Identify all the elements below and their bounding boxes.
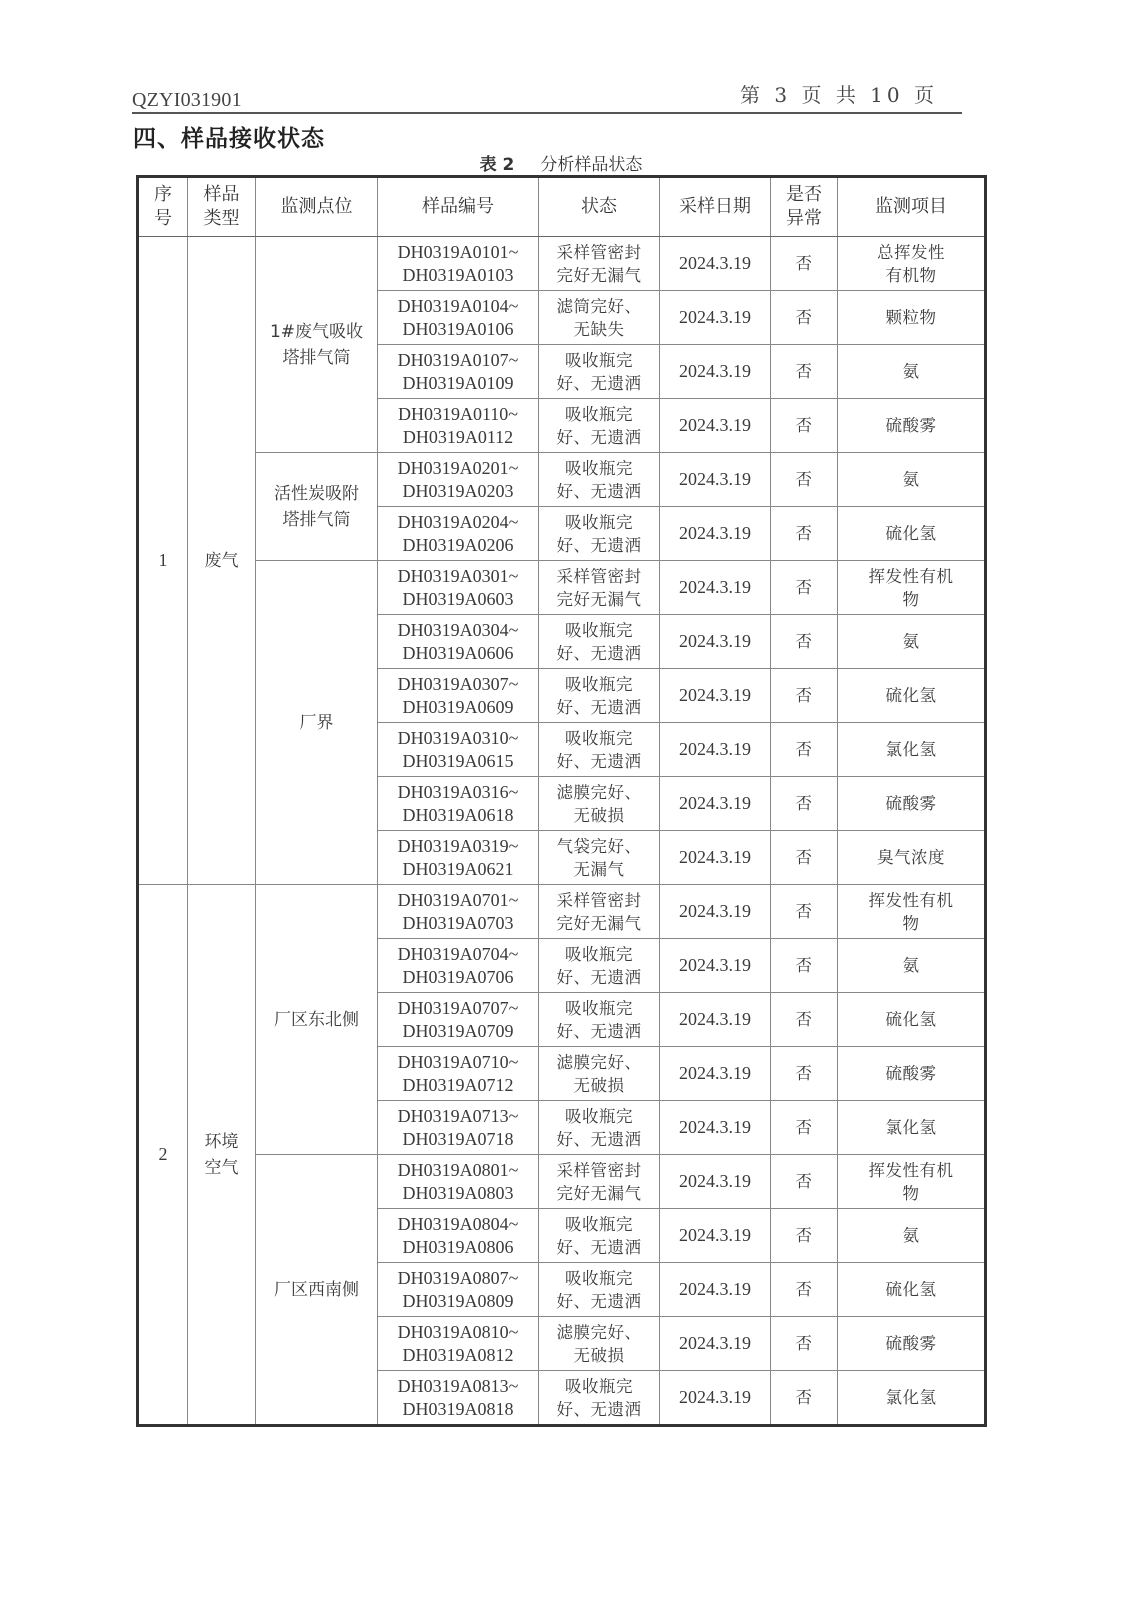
- sample-id-text: DH0319A0803: [402, 1182, 514, 1203]
- column-header-status: [539, 177, 660, 237]
- abnormal-cell: 否: [771, 561, 838, 615]
- sample-id-text: DH0319A0609: [402, 696, 514, 717]
- sampling-date-cell: 2024.3.19: [660, 723, 771, 777]
- monitoring-item-cell: [838, 399, 986, 453]
- monitoring-item-text: 颗粒物: [885, 308, 937, 327]
- sample-id-text: DH0319A0810~: [397, 1321, 519, 1342]
- location-text: 厂区东北侧: [274, 1009, 359, 1030]
- location-cell: [256, 885, 378, 1155]
- monitoring-item-text: 氨: [902, 632, 920, 651]
- monitoring-item-text: 氨: [902, 470, 920, 489]
- monitoring-item-cell: [838, 453, 986, 507]
- section-title: 四、样品接收状态: [133, 126, 325, 152]
- sample-id-text: DH0319A0307~: [397, 673, 519, 694]
- monitoring-item-text: 臭气浓度: [877, 848, 945, 867]
- monitoring-item-text: 氯化氢: [885, 1388, 937, 1407]
- column-header-label: 样品: [203, 184, 240, 205]
- monitoring-item-cell: [838, 345, 986, 399]
- status-cell: [539, 1317, 660, 1371]
- status-text: 滤膜完好、: [556, 782, 642, 802]
- monitoring-item-cell: [838, 291, 986, 345]
- status-cell: [539, 939, 660, 993]
- sample-id-cell: [378, 939, 539, 993]
- sample-id-cell: [378, 507, 539, 561]
- column-header-label: 是否: [786, 184, 822, 205]
- table-header: [138, 177, 986, 237]
- status-text: 吸收瓶完: [565, 404, 633, 424]
- abnormal-cell: 否: [771, 939, 838, 993]
- sample-id-text: DH0319A0107~: [397, 349, 519, 370]
- sample-id-text: DH0319A0701~: [397, 889, 519, 910]
- sample-id-cell: [378, 1317, 539, 1371]
- sample-id-text: DH0319A0713~: [397, 1105, 519, 1126]
- sample-id-text: DH0319A0806: [402, 1236, 514, 1257]
- location-text: 塔排气筒: [282, 347, 351, 368]
- column-header-label: 监测项目: [875, 196, 947, 217]
- status-text: 好、无遗洒: [556, 373, 642, 393]
- monitoring-item-text: 硫酸雾: [885, 794, 937, 813]
- sample-type-cell: [188, 885, 256, 1426]
- abnormal-cell: 否: [771, 291, 838, 345]
- monitoring-item-text: 有机物: [885, 265, 937, 285]
- status-text: 无破损: [573, 1075, 625, 1095]
- sample-id-text: DH0319A0712: [402, 1074, 514, 1095]
- column-header-label: 监测点位: [280, 196, 353, 217]
- sampling-date-cell: 2024.3.19: [660, 1101, 771, 1155]
- sample-id-text: DH0319A0618: [402, 804, 514, 825]
- status-cell: [539, 1047, 660, 1101]
- location-text: 活性炭吸附: [274, 483, 359, 504]
- monitoring-item-text: 硫化氢: [885, 524, 937, 543]
- sample-id-text: DH0319A0201~: [397, 457, 519, 478]
- column-header-location: [256, 177, 378, 237]
- seq-cell: 1: [138, 237, 188, 885]
- sampling-date-cell: 2024.3.19: [660, 453, 771, 507]
- monitoring-item-cell: [838, 615, 986, 669]
- page-number: 第 3 页 共 10 页: [740, 83, 938, 107]
- status-text: 采样管密封: [556, 566, 642, 586]
- column-header-label: 采样日期: [679, 196, 751, 217]
- status-text: 吸收瓶完: [565, 674, 633, 694]
- sample-id-cell: [378, 1371, 539, 1426]
- abnormal-cell: 否: [771, 507, 838, 561]
- status-cell: [539, 453, 660, 507]
- sample-id-text: DH0319A0319~: [397, 835, 519, 856]
- monitoring-item-text: 硫酸雾: [885, 1334, 937, 1353]
- status-text: 吸收瓶完: [565, 728, 633, 748]
- status-text: 气袋完好、: [556, 836, 642, 856]
- table-row: [138, 885, 986, 939]
- status-text: 好、无遗洒: [556, 427, 642, 447]
- sampling-date-cell: 2024.3.19: [660, 885, 771, 939]
- sampling-date-cell: 2024.3.19: [660, 1263, 771, 1317]
- column-header-label: 类型: [203, 208, 240, 229]
- status-text: 吸收瓶完: [565, 1106, 633, 1126]
- location-text: 塔排气筒: [282, 509, 351, 530]
- monitoring-item-text: 硫化氢: [885, 686, 937, 705]
- sample-id-cell: [378, 561, 539, 615]
- abnormal-cell: 否: [771, 831, 838, 885]
- column-header-label: 异常: [786, 208, 822, 229]
- sample-id-text: DH0319A0106: [402, 318, 514, 339]
- sample-id-cell: [378, 1155, 539, 1209]
- sampling-date-cell: 2024.3.19: [660, 615, 771, 669]
- sample-id-text: DH0319A0206: [402, 534, 514, 555]
- sample-type-cell: [188, 237, 256, 885]
- monitoring-item-text: 物: [902, 1183, 920, 1203]
- column-header-date: [660, 177, 771, 237]
- status-cell: [539, 1155, 660, 1209]
- status-text: 好、无遗洒: [556, 1237, 642, 1257]
- sample-id-text: DH0319A0812: [402, 1344, 514, 1365]
- sample-id-text: DH0319A0615: [402, 750, 514, 771]
- status-text: 吸收瓶完: [565, 1376, 633, 1396]
- table-caption: [0, 150, 1122, 175]
- sampling-date-cell: 2024.3.19: [660, 237, 771, 291]
- sample-id-text: DH0319A0103: [402, 264, 514, 285]
- location-cell: [256, 561, 378, 885]
- monitoring-item-text: 物: [902, 913, 920, 933]
- header-row: [138, 177, 986, 237]
- status-cell: [539, 723, 660, 777]
- monitoring-item-text: 硫化氢: [885, 1010, 937, 1029]
- location-cell: [256, 453, 378, 561]
- sample-type-text: 空气: [204, 1157, 239, 1178]
- page-header: [132, 80, 962, 114]
- status-text: 吸收瓶完: [565, 620, 633, 640]
- status-text: 完好无漏气: [556, 913, 642, 933]
- monitoring-item-cell: [838, 1155, 986, 1209]
- seq-cell: 2: [138, 885, 188, 1426]
- monitoring-item-cell: [838, 561, 986, 615]
- monitoring-item-text: 氨: [902, 362, 920, 381]
- status-text: 完好无漏气: [556, 1183, 642, 1203]
- abnormal-cell: 否: [771, 1317, 838, 1371]
- status-text: 好、无遗洒: [556, 697, 642, 717]
- sampling-date-cell: 2024.3.19: [660, 345, 771, 399]
- monitoring-item-text: 氯化氢: [885, 1118, 937, 1137]
- abnormal-cell: 否: [771, 1047, 838, 1101]
- status-text: 采样管密封: [556, 242, 642, 262]
- sample-id-text: DH0319A0807~: [397, 1267, 519, 1288]
- sample-id-text: DH0319A0603: [402, 588, 514, 609]
- status-text: 吸收瓶完: [565, 1268, 633, 1288]
- column-header-abnormal: [771, 177, 838, 237]
- status-text: 吸收瓶完: [565, 512, 633, 532]
- column-header-sample-type: [188, 177, 256, 237]
- abnormal-cell: 否: [771, 723, 838, 777]
- sample-id-text: DH0319A0707~: [397, 997, 519, 1018]
- column-header-seq: [138, 177, 188, 237]
- status-text: 采样管密封: [556, 1160, 642, 1180]
- sample-id-text: DH0319A0706: [402, 966, 514, 987]
- monitoring-item-text: 物: [902, 589, 920, 609]
- status-text: 滤膜完好、: [556, 1322, 642, 1342]
- monitoring-item-cell: [838, 1047, 986, 1101]
- sample-id-text: DH0319A0304~: [397, 619, 519, 640]
- sample-id-text: DH0319A0316~: [397, 781, 519, 802]
- sampling-date-cell: 2024.3.19: [660, 831, 771, 885]
- status-text: 无缺失: [573, 319, 625, 339]
- column-header-label: 号: [154, 208, 172, 229]
- monitoring-item-text: 硫酸雾: [885, 1064, 937, 1083]
- location-text: 厂区西南侧: [274, 1279, 359, 1300]
- monitoring-item-text: 氨: [902, 956, 920, 975]
- status-text: 完好无漏气: [556, 265, 642, 285]
- sampling-date-cell: 2024.3.19: [660, 1047, 771, 1101]
- sample-id-text: DH0319A0709: [402, 1020, 514, 1041]
- table-row: [138, 237, 986, 291]
- monitoring-item-cell: [838, 939, 986, 993]
- location-text: 1#废气吸收: [269, 321, 364, 342]
- location-cell: [256, 1155, 378, 1426]
- table-number: 表 2: [479, 155, 515, 175]
- status-text: 无破损: [573, 805, 625, 825]
- abnormal-cell: 否: [771, 885, 838, 939]
- sampling-date-cell: 2024.3.19: [660, 1209, 771, 1263]
- sample-id-cell: [378, 453, 539, 507]
- sample-id-text: DH0319A0110~: [397, 403, 519, 424]
- sample-id-text: DH0319A0310~: [397, 727, 519, 748]
- sample-id-text: DH0319A0818: [402, 1398, 514, 1419]
- monitoring-item-cell: [838, 885, 986, 939]
- abnormal-cell: 否: [771, 1371, 838, 1426]
- abnormal-cell: 否: [771, 1209, 838, 1263]
- sample-id-text: DH0319A0109: [402, 372, 514, 393]
- monitoring-item-cell: [838, 831, 986, 885]
- status-text: 好、无遗洒: [556, 967, 642, 987]
- sample-id-cell: [378, 1101, 539, 1155]
- status-text: 吸收瓶完: [565, 998, 633, 1018]
- sample-id-text: DH0319A0710~: [397, 1051, 519, 1072]
- sample-type-text: 废气: [204, 550, 239, 571]
- status-text: 吸收瓶完: [565, 1214, 633, 1234]
- status-text: 好、无遗洒: [556, 1021, 642, 1041]
- sampling-date-cell: 2024.3.19: [660, 561, 771, 615]
- sample-id-text: DH0319A0813~: [397, 1375, 519, 1396]
- monitoring-item-cell: [838, 993, 986, 1047]
- table-row: [138, 453, 986, 507]
- status-cell: [539, 345, 660, 399]
- location-cell: [256, 237, 378, 453]
- monitoring-item-text: 氨: [902, 1226, 920, 1245]
- status-cell: [539, 1263, 660, 1317]
- sample-id-cell: [378, 993, 539, 1047]
- monitoring-item-cell: [838, 1209, 986, 1263]
- abnormal-cell: 否: [771, 1155, 838, 1209]
- sampling-date-cell: 2024.3.19: [660, 507, 771, 561]
- sample-type-text: 环境: [204, 1131, 239, 1152]
- status-cell: [539, 291, 660, 345]
- monitoring-item-cell: [838, 1101, 986, 1155]
- status-cell: [539, 561, 660, 615]
- table-row: [138, 561, 986, 615]
- sampling-date-cell: 2024.3.19: [660, 777, 771, 831]
- monitoring-item-cell: [838, 507, 986, 561]
- column-header-label: 状态: [581, 196, 617, 217]
- sample-id-text: DH0319A0112: [402, 426, 514, 447]
- sample-id-cell: [378, 1209, 539, 1263]
- monitoring-item-text: 氯化氢: [885, 740, 937, 759]
- abnormal-cell: 否: [771, 453, 838, 507]
- sample-id-text: DH0319A0804~: [397, 1213, 519, 1234]
- status-cell: [539, 399, 660, 453]
- status-cell: [539, 1101, 660, 1155]
- abnormal-cell: 否: [771, 1101, 838, 1155]
- sample-id-text: DH0319A0301~: [397, 565, 519, 586]
- abnormal-cell: 否: [771, 1263, 838, 1317]
- abnormal-cell: 否: [771, 237, 838, 291]
- sample-id-cell: [378, 669, 539, 723]
- column-header-label: 样品编号: [422, 196, 494, 217]
- table-title: 分析样品状态: [540, 155, 643, 175]
- sample-id-text: DH0319A0718: [402, 1128, 514, 1149]
- status-text: 好、无遗洒: [556, 535, 642, 555]
- status-text: 无漏气: [573, 859, 625, 879]
- sampling-date-cell: 2024.3.19: [660, 1317, 771, 1371]
- sampling-date-cell: 2024.3.19: [660, 399, 771, 453]
- sample-id-text: DH0319A0809: [402, 1290, 514, 1311]
- status-text: 滤膜完好、: [556, 1052, 642, 1072]
- status-text: 吸收瓶完: [565, 458, 633, 478]
- status-text: 好、无遗洒: [556, 643, 642, 663]
- status-cell: [539, 237, 660, 291]
- table-row: [138, 1155, 986, 1209]
- sample-id-text: DH0319A0801~: [397, 1159, 519, 1180]
- monitoring-item-text: 硫化氢: [885, 1280, 937, 1299]
- abnormal-cell: 否: [771, 777, 838, 831]
- monitoring-item-cell: [838, 669, 986, 723]
- status-text: 吸收瓶完: [565, 350, 633, 370]
- sample-id-text: DH0319A0703: [402, 912, 514, 933]
- status-text: 好、无遗洒: [556, 1129, 642, 1149]
- sample-id-text: DH0319A0606: [402, 642, 514, 663]
- status-cell: [539, 669, 660, 723]
- status-cell: [539, 615, 660, 669]
- sample-status-table: [136, 175, 987, 1427]
- sample-id-cell: [378, 1047, 539, 1101]
- sample-id-text: DH0319A0203: [402, 480, 514, 501]
- sample-id-cell: [378, 345, 539, 399]
- header-divider: [132, 112, 962, 114]
- sample-id-text: DH0319A0104~: [397, 295, 519, 316]
- sample-id-text: DH0319A0704~: [397, 943, 519, 964]
- abnormal-cell: 否: [771, 615, 838, 669]
- status-cell: [539, 1371, 660, 1426]
- status-cell: [539, 885, 660, 939]
- abnormal-cell: 否: [771, 345, 838, 399]
- sample-id-cell: [378, 1263, 539, 1317]
- status-text: 吸收瓶完: [565, 944, 633, 964]
- status-text: 无破损: [573, 1345, 625, 1365]
- monitoring-item-cell: [838, 723, 986, 777]
- sample-id-text: DH0319A0204~: [397, 511, 519, 532]
- sampling-date-cell: 2024.3.19: [660, 291, 771, 345]
- sample-status-table-container: [136, 175, 984, 1427]
- sample-id-cell: [378, 291, 539, 345]
- status-cell: [539, 831, 660, 885]
- status-text: 好、无遗洒: [556, 481, 642, 501]
- sampling-date-cell: 2024.3.19: [660, 669, 771, 723]
- monitoring-item-text: 挥发性有机: [868, 890, 954, 910]
- sampling-date-cell: 2024.3.19: [660, 993, 771, 1047]
- status-cell: [539, 993, 660, 1047]
- status-text: 完好无漏气: [556, 589, 642, 609]
- status-text: 采样管密封: [556, 890, 642, 910]
- sample-id-cell: [378, 237, 539, 291]
- status-cell: [539, 507, 660, 561]
- status-text: 好、无遗洒: [556, 751, 642, 771]
- sample-id-cell: [378, 777, 539, 831]
- abnormal-cell: 否: [771, 399, 838, 453]
- column-header-label: 序: [154, 184, 172, 205]
- status-text: 滤筒完好、: [556, 296, 642, 316]
- document-code: QZYI031901: [132, 89, 242, 111]
- sampling-date-cell: 2024.3.19: [660, 1371, 771, 1426]
- sampling-date-cell: 2024.3.19: [660, 1155, 771, 1209]
- location-text: 厂界: [299, 712, 334, 733]
- sample-id-text: DH0319A0621: [402, 858, 514, 879]
- status-cell: [539, 777, 660, 831]
- sample-id-cell: [378, 831, 539, 885]
- abnormal-cell: 否: [771, 993, 838, 1047]
- sample-id-cell: [378, 885, 539, 939]
- monitoring-item-text: 总挥发性: [877, 242, 945, 262]
- monitoring-item-cell: [838, 237, 986, 291]
- abnormal-cell: 否: [771, 669, 838, 723]
- table-body: [138, 237, 986, 1426]
- monitoring-item-cell: [838, 1317, 986, 1371]
- monitoring-item-cell: [838, 777, 986, 831]
- monitoring-item-text: 挥发性有机: [868, 566, 954, 586]
- status-text: 好、无遗洒: [556, 1399, 642, 1419]
- status-text: 好、无遗洒: [556, 1291, 642, 1311]
- sample-id-cell: [378, 615, 539, 669]
- monitoring-item-cell: [838, 1371, 986, 1426]
- sample-id-text: DH0319A0101~: [397, 241, 519, 262]
- sampling-date-cell: 2024.3.19: [660, 939, 771, 993]
- column-header-sample-id: [378, 177, 539, 237]
- sample-id-cell: [378, 723, 539, 777]
- column-header-item: [838, 177, 986, 237]
- sample-id-cell: [378, 399, 539, 453]
- monitoring-item-text: 挥发性有机: [868, 1160, 954, 1180]
- monitoring-item-cell: [838, 1263, 986, 1317]
- status-cell: [539, 1209, 660, 1263]
- monitoring-item-text: 硫酸雾: [885, 416, 937, 435]
